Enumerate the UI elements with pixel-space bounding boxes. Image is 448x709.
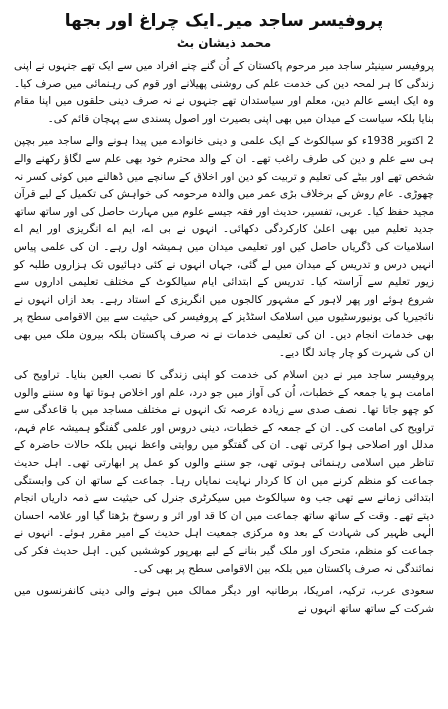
paragraph-text: پروفیسر ساجد میر نے دین اسلام کی خدمت کو اپنی زندگی کا نصب العین بنایا۔ تراویح کی امامت ہو یا جمعہ کے خطبات، اُن کی آواز میں جو درد، علم اور اخلاص ہوتا تھا وہ سننے والوں کو چھو جاتا تھا۔ نصف صدی سے زیادہ عرصہ تک انہوں نے مختلف مساجد میں با قاعدگی سے تراویح کی امامت کی۔ ان کے جمعہ کے خطبات، دینی دروس اور علمی گفتگو ہمیشہ عام فہم، مدلل اور اصلاحی ہوا کرتی تھی۔ ان کی گفتگو میں روایتی واعظ نہیں بلکہ حالات حاضرہ کے تناظر میں اسلامی رہنمائی ہوتی تھی، جو سننے والوں کو عمل پر ابھارتی تھی۔ اہل حدیث جماعت کو منظم کرنے میں ان کا کردار نہایت نمایاں رہا۔ جماعت کے ساتھ ان کی وابستگی ابتدائی زمانے سے تھی جب وہ سیالکوٹ میں سیکرٹری جنرل کی حیثیت سے ذمہ داریاں انجام دیتے تھے۔ وقت کے ساتھ ساتھ جماعت میں ان کا قد اور اثر و رسوخ بڑھتا گیا اور علامہ احسان الٰہی ظہیر کی شہادت کے بعد وہ مرکزی جمعیت اہل حدیث کے امیر مقرر ہوئے۔ انہوں نے جماعت کو منظم، متحرک اور ملک گیر بنانے کے لیے بھرپور کوششیں کیں۔ اہل حدیث فکر کی نمائندگی نہ صرف پاکستان میں بلکہ بین الاقوامی سطح پر بھی کی۔ bbox=[14, 369, 434, 575]
paragraph-text: 2 اکتوبر 1938ء کو سیالکوٹ کے ایک علمی و دینی خانوادے میں پیدا ہونے والے ساجد میر بچپن ہی سے علم و دین کی طرف راغب تھے۔ ان کے والد محترم خود بھی علم سے لگاؤ رکھنے والے شخص تھے اور بیٹے کی تعلیم و تربیت کو دین اور اخلاق کے سانچے میں ڈھالنے میں کوئی کسر نہ چھوڑی۔ عام روش کے برخلاف بڑی عمر میں والدہ مرحومہ کی خواہش کی تکمیل کے لیے قرآن مجید حفظ کیا۔ عربی، تفسیر، حدیث اور فقہ جیسے علوم میں مہارت حاصل کی اور ساتھ ساتھ جدید تعلیم میں بھی اعلیٰ کارکردگی دکھائی۔ انہوں نے بی اے، ایم اے انگریزی اور ایم اے اسلامیات کی ڈگریاں حاصل کیں اور تعلیمی میدان میں ہمیشہ اول رہے۔ ان کی علمی پیاس انہیں درس و تدریس کے میدان میں لے گئی، جہاں انہوں نے کئی دہائیوں تک ہزاروں طلبہ کو زیور تعلیم سے آراستہ کیا۔ تدریس کے ابتدائی ایام سیالکوٹ کے مختلف تعلیمی اداروں سے شروع ہوئے اور پھر لاہور کے مشہور کالجوں میں انگریزی کے استاد رہے۔ بعد ازاں انہوں نے نائجیریا کی یونیورسٹیوں میں اسلامک اسٹڈیز کے پروفیسر کی حیثیت سے بین الاقوامی سطح پر بھی خدمات انجام دیں۔ ان کی تعلیمی خدمات نے نہ صرف پاکستان بلکہ بیرون ملک میں بھی ان کی شہرت کو چار چاند لگا دیے۔ bbox=[14, 135, 434, 359]
paragraph-2 bbox=[14, 133, 434, 362]
paragraph-text: سعودی عرب، ترکیہ، امریکا، برطانیہ اور دیگر ممالک میں ہونے والی دینی کانفرنسوں میں شرکت کے ساتھ ساتھ انہوں نے bbox=[14, 585, 434, 615]
article-author: محمد ذیشان بٹ bbox=[176, 36, 272, 50]
paragraph-1 bbox=[14, 58, 434, 128]
paragraph-text: پروفیسر سینیٹر ساجد میر مرحوم پاکستان کے اُن گنے چنے افراد میں سے ایک تھے جنہوں نے اپنی زندگی کا ہر لمحہ دین کی خدمت علم کی روشنی پھیلانے اور قوم کی رہنمائی میں صرف کیا۔ وہ ایک ایسے عالم دین، معلم اور سیاستدان تھے جنہوں نے نہ صرف دینی حلقوں میں اپنا مقام بنایا بلکہ سیاست کے میدان میں بھی اپنی بصیرت اور اصول پسندی سے پہچان قائم کی۔ bbox=[14, 60, 434, 125]
article-title: پروفیسر ساجد میر۔ایک چراغ اور بجھا bbox=[64, 11, 384, 31]
article-body bbox=[14, 58, 434, 618]
paragraph-3 bbox=[14, 367, 434, 578]
paragraph-4 bbox=[14, 583, 434, 618]
